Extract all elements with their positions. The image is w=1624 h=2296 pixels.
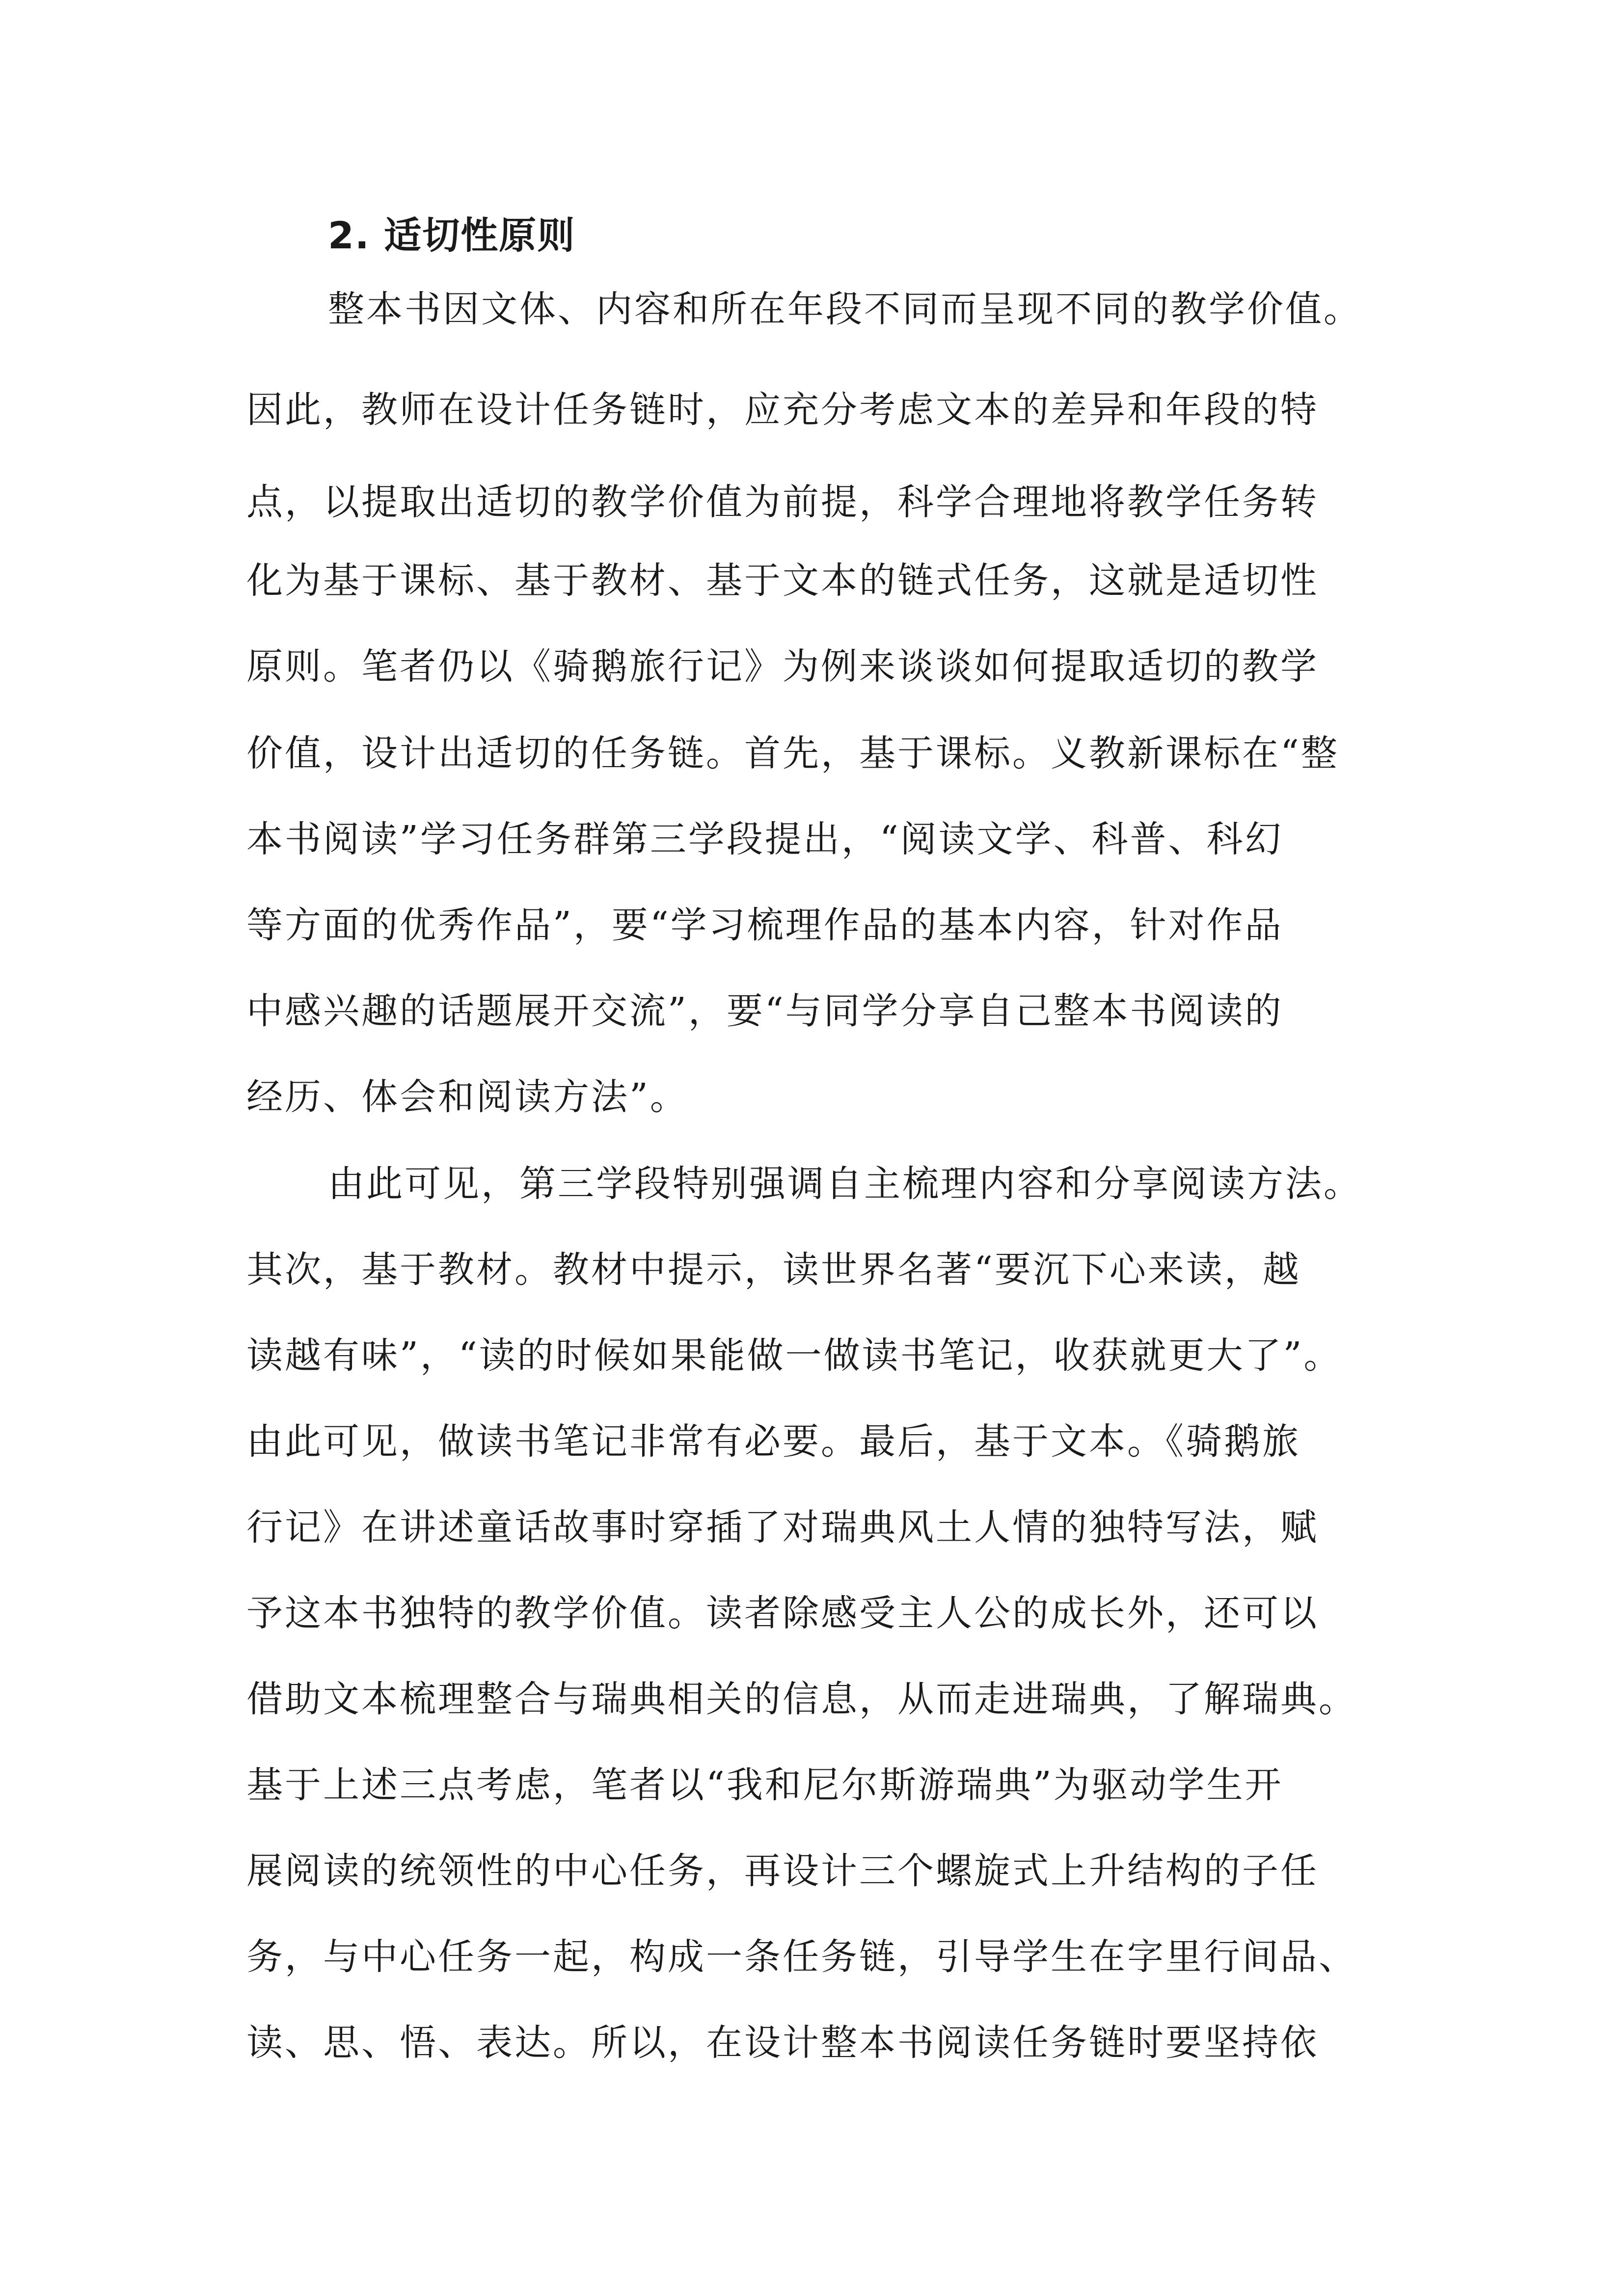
- paragraph-line: 因此，教师在设计任务链时，应充分考虑文本的差异和年段的特: [246, 389, 1319, 431]
- paragraph-line: 读、思、悟、表达。所以，在设计整本书阅读任务链时要坚持依: [246, 2022, 1319, 2064]
- paragraph-line: 化为基于课标、基于教材、基于文本的链式任务，这就是适切性: [246, 560, 1319, 602]
- paragraph-line: 行记》在讲述童话故事时穿插了对瑞典风土人情的独特写法，赋: [246, 1506, 1319, 1548]
- paragraph-line: 借助文本梳理整合与瑞典相关的信息，从而走进瑞典，了解瑞典。: [246, 1678, 1357, 1720]
- paragraph-line: 等方面的优秀作品”，要“学习梳理作品的基本内容，针对作品: [246, 904, 1283, 946]
- paragraph-line: 本书阅读”学习任务群第三学段提出，“阅读文学、科普、科幻: [246, 818, 1283, 860]
- paragraph-line: 基于上述三点考虑，笔者以“我和尼尔斯游瑞典”为驱动学生开: [246, 1764, 1283, 1806]
- paragraph-line: 展阅读的统领性的中心任务，再设计三个螺旋式上升结构的子任: [246, 1850, 1319, 1892]
- paragraph-line: 其次，基于教材。教材中提示，读世界名著“要沉下心来读，越: [246, 1249, 1301, 1291]
- paragraph-line: 由此可见，做读书笔记非常有必要。最后，基于文本。《骑鹅旅: [246, 1420, 1300, 1463]
- paragraph-line: 予这本书独特的教学价值。读者除感受主人公的成长外，还可以: [246, 1592, 1319, 1634]
- paragraph-line: 整本书因文体、内容和所在年段不同而呈现不同的教学价值。: [328, 288, 1362, 330]
- paragraph-line: 读越有味”，“读的时候如果能做一做读书笔记，收获就更大了”。: [246, 1335, 1342, 1377]
- paragraph-line: 经历、体会和阅读方法”。: [246, 1076, 688, 1118]
- paragraph-line: 由此可见，第三学段特别强调自主梳理内容和分享阅读方法。: [328, 1163, 1362, 1205]
- paragraph-line: 原则。笔者仍以《骑鹅旅行记》为例来谈谈如何提取适切的教学: [246, 645, 1319, 688]
- paragraph-line: 点，以提取出适切的教学价值为前提，科学合理地将教学任务转: [246, 481, 1319, 523]
- section-heading: 2. 适切性原则: [328, 214, 576, 257]
- paragraph-line: 中感兴趣的话题展开交流”，要“与同学分享自己整本书阅读的: [246, 990, 1283, 1032]
- paragraph-line: 务，与中心任务一起，构成一条任务链，引导学生在字里行间品、: [246, 1936, 1357, 1978]
- paragraph-line: 价值，设计出适切的任务链。首先，基于课标。义教新课标在“整: [246, 732, 1339, 774]
